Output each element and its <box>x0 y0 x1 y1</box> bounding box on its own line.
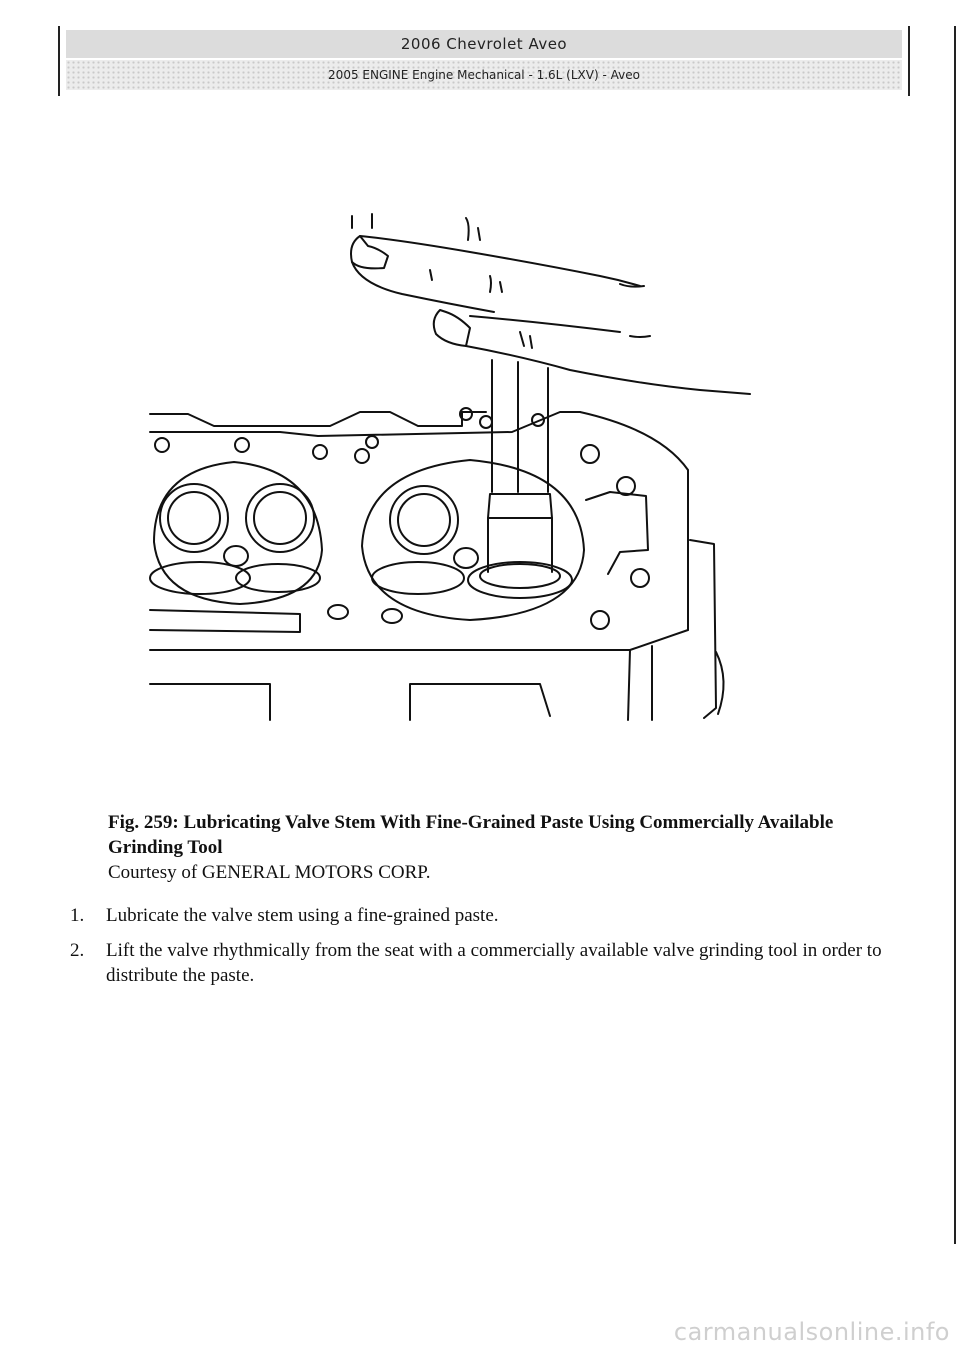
step-number: 2. <box>70 940 85 961</box>
hand-drawing <box>351 214 750 394</box>
step-number: 1. <box>70 905 85 926</box>
step-text: Lubricate the valve stem using a fine-grained paste. <box>106 905 499 926</box>
figure-caption-title: Fig. 259: Lubricating Valve Stem With Fine-Grained Paste Using Commercially Available Grinding Tool <box>108 812 834 858</box>
step-text: Lift the valve rhythmically from the seat with a commercially available valve grinding tool in order to distribute the paste. <box>106 940 882 986</box>
document-subtitle: 2005 ENGINE Engine Mechanical - 1.6L (LXV) - Aveo <box>66 60 902 90</box>
valve-grinding-tool-drawing <box>468 360 572 598</box>
valve-grinding-illustration <box>140 200 780 730</box>
page-border-right <box>954 26 956 1244</box>
procedure-step <box>70 903 900 928</box>
procedure-steps <box>70 903 900 998</box>
procedure-step <box>70 938 900 988</box>
cylinder-head-drawing <box>150 408 724 720</box>
figure-caption-credit: Courtesy of GENERAL MOTORS CORP. <box>108 862 431 883</box>
watermark: carmanualsonline.info <box>673 1318 950 1346</box>
document-title: 2006 Chevrolet Aveo <box>66 30 902 58</box>
figure-caption <box>108 810 908 885</box>
